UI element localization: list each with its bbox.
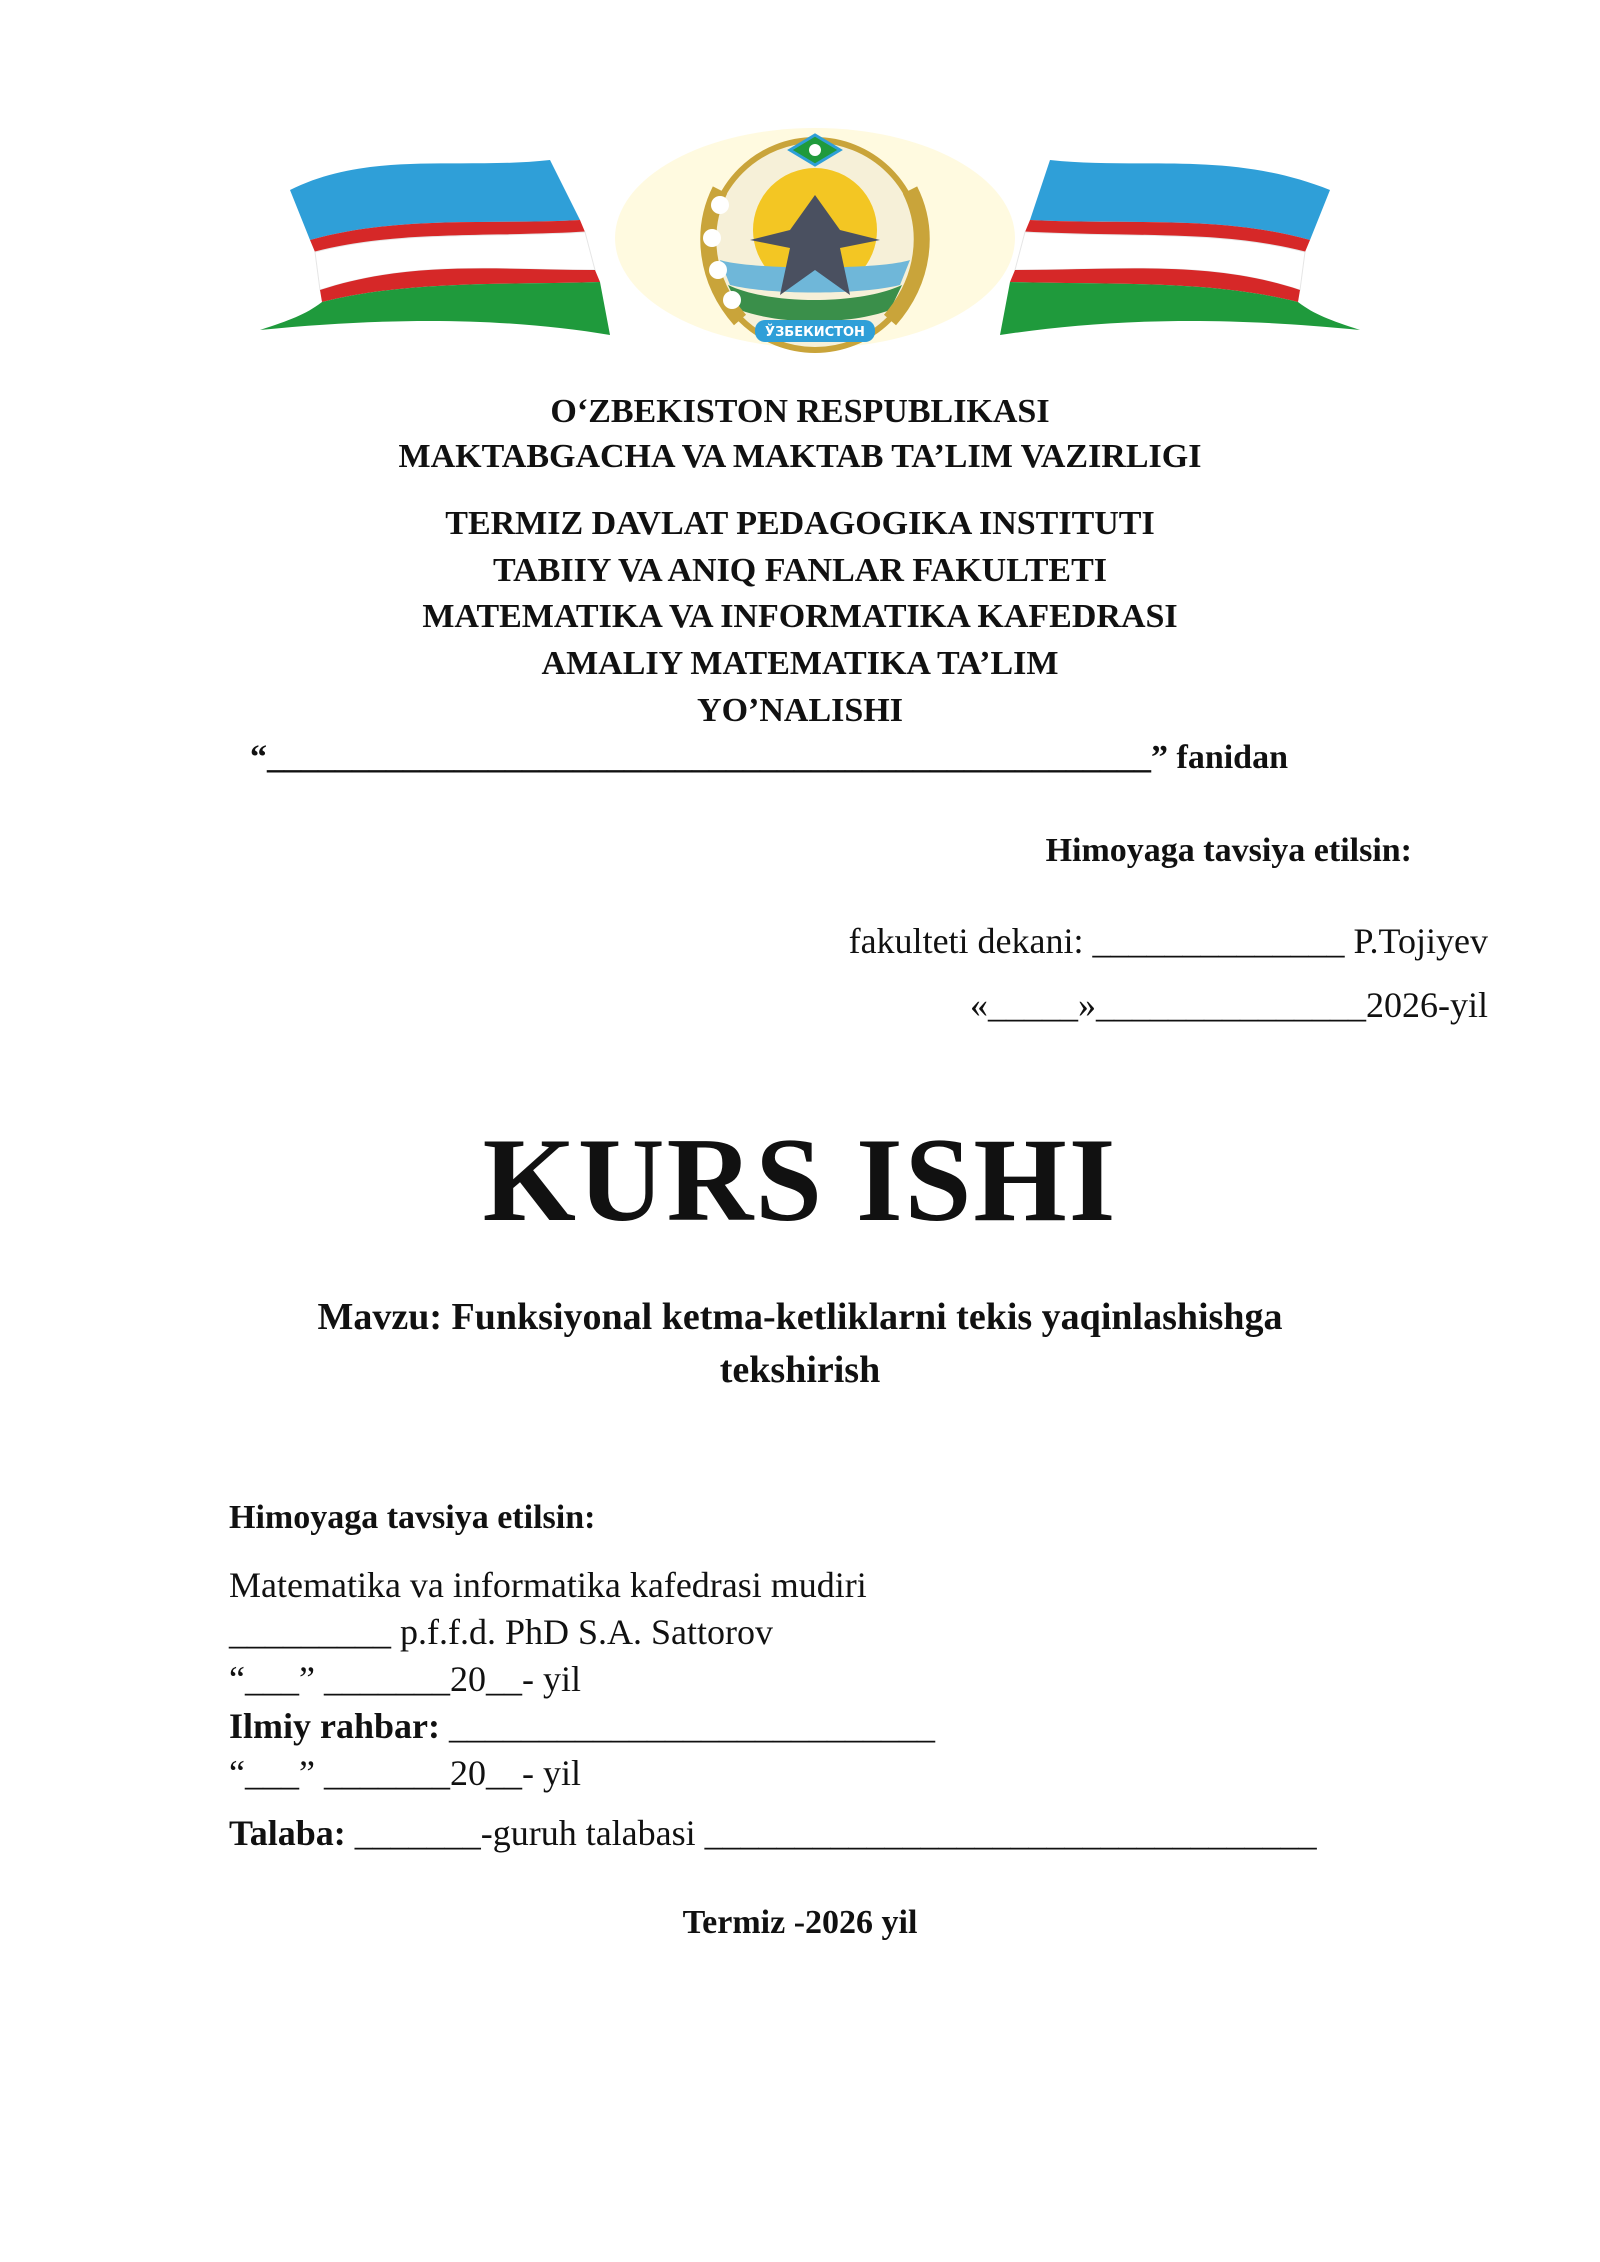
topic-line-2: tekshirish bbox=[719, 1349, 881, 1391]
department-head-signature: _________ p.f.f.d. PhD S.A. Sattorov bbox=[229, 1612, 774, 1652]
student-label: Talaba: bbox=[229, 1813, 346, 1853]
header-line-faculty: TABIIY VA ANIQ FANLAR FAKULTETI bbox=[492, 552, 1108, 589]
header-line-ministry: MAKTABGACHA VA MAKTAB TA’LIM VAZIRLIGI bbox=[398, 438, 1202, 475]
supervisor-date-line: “___” _______20__- yil bbox=[229, 1753, 581, 1793]
supervisor-label: Ilmiy rahbar: bbox=[229, 1706, 440, 1746]
header-line-institute: TERMIZ DAVLAT PEDAGOGIKA INSTITUTI bbox=[445, 505, 1155, 542]
student-line bbox=[229, 1810, 1317, 1856]
header-line-republic: O‘ZBEKISTON RESPUBLIKASI bbox=[550, 393, 1050, 430]
topic-line-1: Mavzu: Funksiyonal ketma-ketliklarni tekis yaqinlashishga bbox=[317, 1296, 1283, 1338]
flag-right bbox=[1000, 160, 1360, 335]
state-emblem bbox=[615, 128, 1015, 350]
head-date-line: “___” _______20__- yil bbox=[229, 1659, 581, 1699]
dean-signature-line: fakulteti dekani: ______________ P.Tojiyev bbox=[848, 921, 1488, 961]
approval-date-line: «_____»_______________2026-yil bbox=[970, 985, 1488, 1025]
uzbekistan-flag-emblem-banner bbox=[250, 120, 1380, 360]
approval-heading: Himoyaga tavsiya etilsin: bbox=[1045, 832, 1412, 869]
header-line-direction: YO’NALISHI bbox=[697, 692, 903, 729]
header-line-program: AMALIY MATEMATIKA TA’LIM bbox=[541, 645, 1059, 682]
defense-heading: Himoyaga tavsiya etilsin: bbox=[229, 1499, 596, 1536]
subject-line: “____________________________________________________” fanidan bbox=[250, 739, 1288, 776]
flag-left bbox=[260, 160, 610, 335]
department-head-title: Matematika va informatika kafedrasi mudiri bbox=[229, 1565, 867, 1605]
student-blank: _______-guruh talabasi __________________________________ bbox=[345, 1813, 1317, 1853]
supervisor-blank: ___________________________ bbox=[440, 1706, 935, 1746]
footer-city-year: Termiz -2026 yil bbox=[682, 1904, 918, 1941]
emblem-ribbon-text: ЎЗБЕКИСТОН bbox=[765, 325, 865, 340]
document-title: KURS ISHI bbox=[482, 1113, 1118, 1246]
supervisor-line bbox=[229, 1703, 935, 1749]
header-line-department: MATEMATIKA VA INFORMATIKA KAFEDRASI bbox=[422, 598, 1178, 635]
